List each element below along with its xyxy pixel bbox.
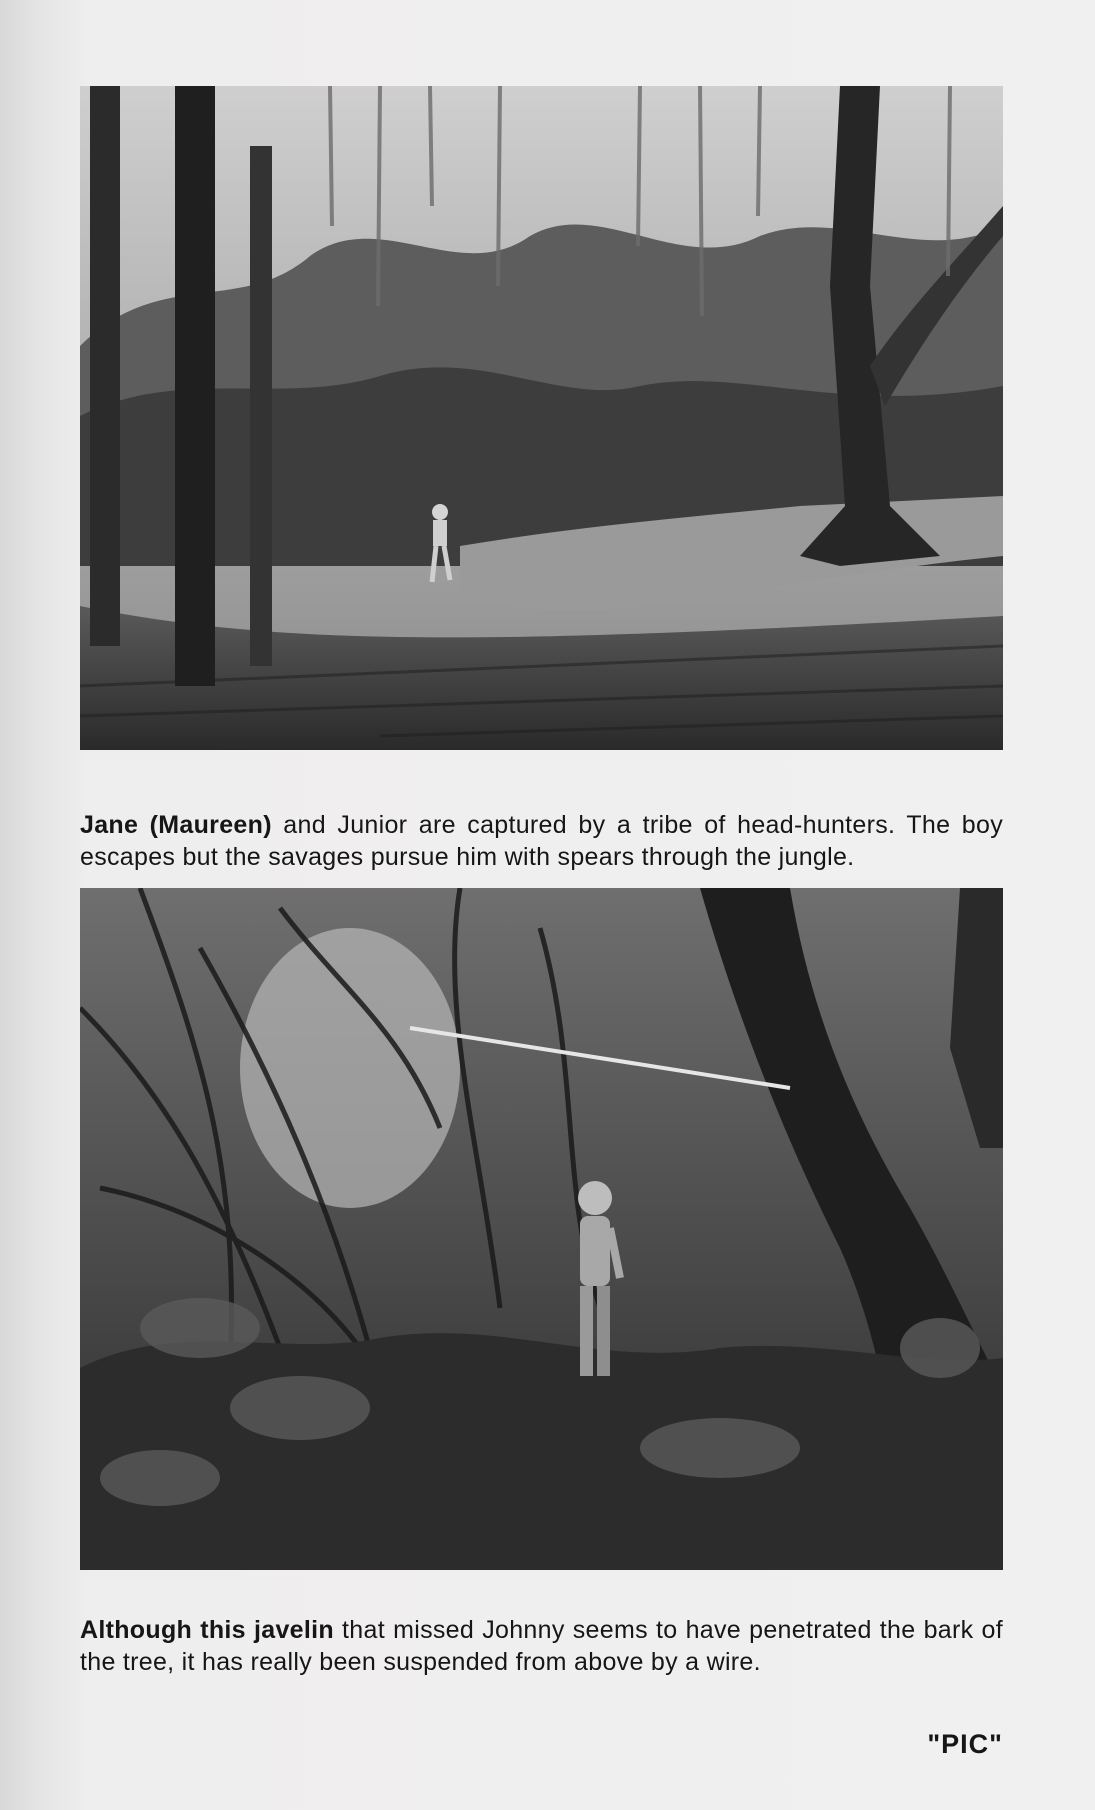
river-clearing-illustration [80,86,1003,750]
javelin-tree-photo [80,888,1003,1570]
caption-lead: Jane (Maureen) [80,811,272,839]
javelin-tree-illustration [80,888,1003,1570]
caption-body: and Junior are captured by a tribe of head-hunters. The boy escapes but the savages pursue him with spears through the jungle. [80,811,1003,871]
caption-lead: Although this javelin [80,1616,334,1644]
river-clearing-photo [80,86,1003,750]
magazine-credit: "PIC" [927,1729,1003,1759]
caption-javelin [80,1614,1003,1678]
caption-jane-junior [80,809,1003,873]
caption-body: that missed Johnny seems to have penetrated the bark of the tree, it has really been suspended from above by a wire. [80,1616,1004,1676]
